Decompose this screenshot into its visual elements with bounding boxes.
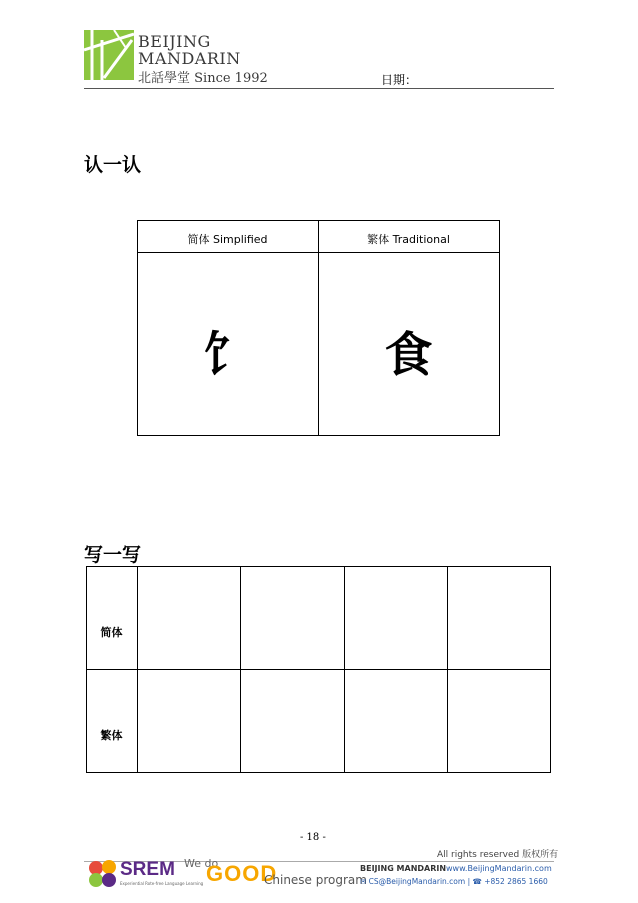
srem-logo-graphic (86, 858, 120, 890)
copyright-text: All rights reserved 版权所有 (437, 850, 559, 860)
srem-logo-text: SREM (120, 859, 175, 880)
column-header-traditional: 繁体 Traditional (367, 233, 450, 246)
slogan-chinese-program: Chinese program (264, 873, 367, 887)
row-label-simplified: 简体 (100, 626, 123, 639)
column-header-simplified: 简体 Simplified (187, 233, 268, 246)
srem-tagline: Experiential Rote-free Language Learning (120, 881, 204, 886)
page-number: - 18 - (300, 832, 326, 843)
grid-line (86, 669, 551, 670)
logo-icon (84, 30, 134, 80)
table-divider (137, 252, 500, 253)
section-title-recognize: 认一认 (84, 154, 142, 176)
character-simplified: 饣 (203, 327, 252, 383)
website-link[interactable]: www.BeijingMandarin.com (446, 864, 552, 873)
slogan-we-do: We do (184, 857, 219, 870)
brand-tagline: 北話學堂 Since 1992 (138, 71, 268, 86)
brand-name-line2: MANDARIN (138, 49, 241, 68)
logo-graphic (84, 30, 134, 80)
contact-info[interactable]: ✉ CS@BeijingMandarin.com | ☎ +852 2865 1660 (360, 877, 548, 886)
footer-brand: BEIJING MANDARIN (360, 864, 447, 873)
brand-name-line1: BEIJING (138, 32, 211, 51)
slogan-good: GOOD (206, 861, 278, 886)
section-title-write: 写一写 (84, 544, 142, 566)
character-traditional: 食 (384, 327, 433, 383)
srem-logo-icon (86, 858, 120, 890)
date-label: 日期： (381, 73, 418, 87)
header-divider (84, 88, 554, 89)
row-label-traditional: 繁体 (100, 729, 123, 742)
